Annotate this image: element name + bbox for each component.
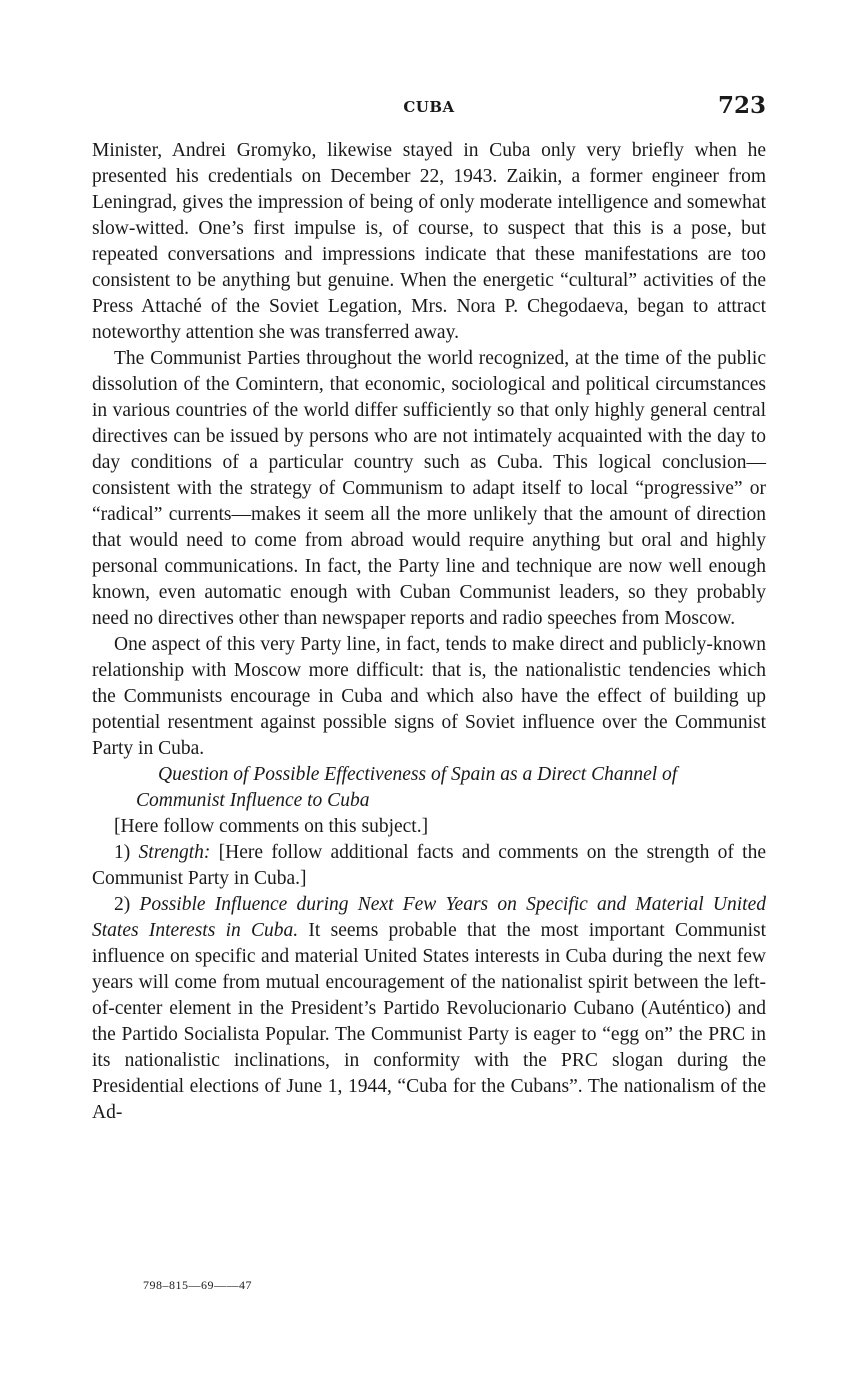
- paragraph-influence: [92, 892, 766, 1126]
- print-code: 798–815—69——47: [143, 1278, 252, 1292]
- item-title-influence: Possible Influence during Next Few Years on Specific and Material United States Interests in Cuba.: [92, 894, 766, 941]
- item-text-strength: [Here follow additional facts and comments on the strength of the Communist Party in Cuba.]: [92, 842, 766, 889]
- paragraph-2: The Communist Parties throughout the world recognized, at the time of the public dissolution of the Comintern, that economic, sociological and political circumstances in various countries of the world differ sufficiently so that only highly general central directives can be issued by persons who are not intimately acquainted with the day to day conditions of a particular country such as Cuba. This logical conclusion—consistent with the strategy of Communism to adapt itself to local “progressive” or “radical” currents—makes it seem all the more unlikely that the amount of direction that would need to come from abroad would require anything but oral and highly personal communications. In fact, the Party line and technique are now well enough known, even automatic enough with Cuban Communist leaders, so they probably need no directives other than newspaper reports and radio speeches from Moscow.: [92, 348, 766, 629]
- paragraph-4: [Here follow comments on this subject.]: [114, 816, 429, 837]
- paragraph-1: Minister, Andrei Gromyko, likewise stayed in Cuba only very briefly when he presented his credentials on December 22, 1943. Zaikin, a former engineer from Leningrad, gives the impression of being of only moderate intelligence and somewhat slow-witted. One’s first impulse is, of course, to suspect that this is a pose, but repeated conversations and impressions indicate that these manifestations are too consistent to be anything but genuine. When the energetic “cultural” activities of the Press Attaché of the Soviet Legation, Mrs. Nora P. Chegodaeva, began to attract noteworthy attention she was transferred away.: [92, 140, 766, 343]
- item-title-strength: Strength:: [138, 842, 211, 863]
- item-label-1: 1): [114, 842, 139, 863]
- item-label-2: 2): [114, 894, 140, 915]
- item-text-influence: It seems probable that the most important Communist influence on specific and material United States interests in Cuba during the next few years will come from mutual encouragement of the nationalist spirit between the left-of-center element in the President’s Partido Revolucionario Cubano (Auténtico) and the Partido Socialista Popular. The Communist Party is eager to “egg on” the PRC in its nationalistic inclinations, in conformity with the PRC slogan during the Presidential elections of June 1, 1944, “Cuba for the Cubans”. The nationalism of the Ad-: [92, 920, 766, 1123]
- body-text: [92, 138, 766, 1126]
- paragraph-strength: [92, 840, 766, 892]
- section-heading: Question of Possible Effectiveness of Spain as a Direct Channel of Communist Influence to Cuba: [136, 764, 678, 811]
- page-header: [92, 92, 766, 126]
- paragraph-3: One aspect of this very Party line, in fact, tends to make direct and publicly-known relationship with Moscow more difficult: that is, the nationalistic tendencies which the Communists encourage in Cuba and which also have the effect of building up potential resentment against possible signs of Soviet influence over the Communist Party in Cuba.: [92, 634, 766, 759]
- page-number: 723: [717, 92, 766, 119]
- running-head: CUBA: [403, 98, 455, 116]
